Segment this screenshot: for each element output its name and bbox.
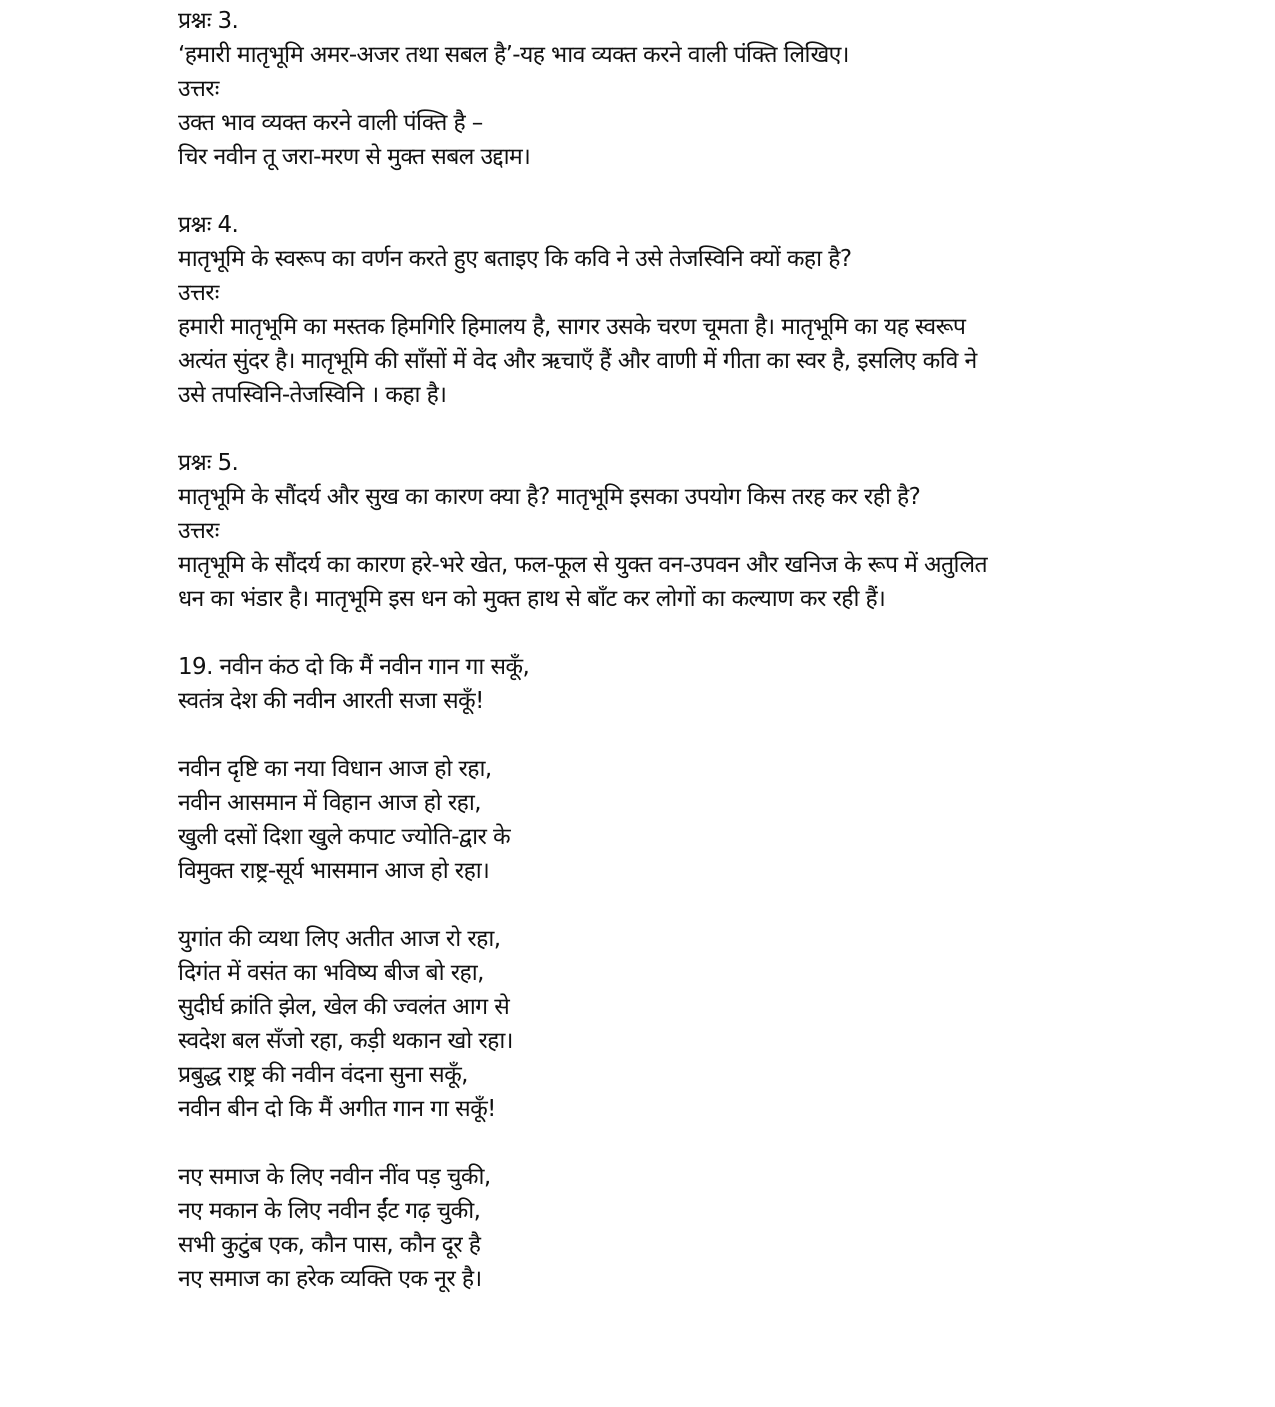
question-label: प्रश्नः 3.: [178, 8, 239, 34]
question-block-5: [178, 446, 1178, 616]
poem-line: युगांत की व्यथा लिए अतीत आज रो रहा,: [178, 926, 501, 952]
question-block-4: [178, 208, 1178, 412]
question-text: मातृभूमि के स्वरूप का वर्णन करते हुए बताइए कि कवि ने उसे तेजस्विनि क्यों कहा है?: [178, 246, 852, 272]
document-page: [178, 4, 1178, 1296]
answer-line: मातृभूमि के सौंदर्य का कारण हरे-भरे खेत, फल-फूल से युक्त वन-उपवन और खनिज के रूप में अतुलित: [178, 552, 987, 578]
answer-line: चिर नवीन तू जरा-मरण से मुक्त सबल उद्दाम।: [178, 144, 531, 170]
poem-line: नवीन दृष्टि का नया विधान आज हो रहा,: [178, 756, 492, 782]
poem-line: स्वतंत्र देश की नवीन आरती सजा सकूँ!: [178, 688, 484, 714]
block-spacer: [178, 412, 1178, 446]
answer-label: उत्तरः: [178, 518, 219, 544]
answer-line: उसे तपस्विनि-तेजस्विनि । कहा है।: [178, 382, 447, 408]
poem-line: नवीन बीन दो कि मैं अगीत गान गा सकूँ!: [178, 1096, 496, 1122]
block-spacer: [178, 1126, 1178, 1160]
block-spacer: [178, 174, 1178, 208]
poem-line: दिगंत में वसंत का भविष्य बीज बो रहा,: [178, 960, 484, 986]
answer-line: उक्त भाव व्यक्त करने वाली पंक्ति है –: [178, 110, 483, 136]
poem-line: प्रबुद्ध राष्ट्र की नवीन वंदना सुना सकूँ,: [178, 1062, 468, 1088]
poem-stanza-3: [178, 922, 1178, 1126]
poem-line: नए समाज का हरेक व्यक्ति एक नूर है।: [178, 1266, 482, 1292]
poem-line: खुली दसों दिशा खुले कपाट ज्योति-द्वार के: [178, 824, 511, 850]
question-label: प्रश्नः 4.: [178, 212, 239, 238]
poem-line: नवीन आसमान में विहान आज हो रहा,: [178, 790, 481, 816]
poem-line: नए समाज के लिए नवीन नींव पड़ चुकी,: [178, 1164, 491, 1190]
question-text: ‘हमारी मातृभूमि अमर-अजर तथा सबल है’-यह भाव व्यक्त करने वाली पंक्ति लिखिए।: [178, 42, 849, 68]
question-label: प्रश्नः 5.: [178, 450, 239, 476]
answer-label: उत्तरः: [178, 280, 219, 306]
question-text: मातृभूमि के सौंदर्य और सुख का कारण क्या है? मातृभूमि इसका उपयोग किस तरह कर रही है?: [178, 484, 921, 510]
block-spacer: [178, 718, 1178, 752]
block-spacer: [178, 616, 1178, 650]
poem-line: स्वदेश बल सँजो रहा, कड़ी थकान खो रहा।: [178, 1028, 513, 1054]
block-spacer: [178, 888, 1178, 922]
poem-stanza-2: [178, 752, 1178, 888]
answer-line: हमारी मातृभूमि का मस्तक हिमगिरि हिमालय है, सागर उसके चरण चूमता है। मातृभूमि का यह स्वरूप: [178, 314, 966, 340]
poem-stanza-4: [178, 1160, 1178, 1296]
poem-line: सुदीर्घ क्रांति झेल, खेल की ज्वलंत आग से: [178, 994, 510, 1020]
poem-line: विमुक्त राष्ट्र-सूर्य भासमान आज हो रहा।: [178, 858, 490, 884]
answer-label: उत्तरः: [178, 76, 219, 102]
poem-line: 19. नवीन कंठ दो कि मैं नवीन गान गा सकूँ,: [178, 654, 530, 680]
answer-line: धन का भंडार है। मातृभूमि इस धन को मुक्त हाथ से बाँट कर लोगों का कल्याण कर रही हैं।: [178, 586, 886, 612]
question-block-3: [178, 4, 1178, 174]
poem-line: सभी कुटुंब एक, कौन पास, कौन दूर है: [178, 1232, 481, 1258]
poem-line: नए मकान के लिए नवीन ईंट गढ़ चुकी,: [178, 1198, 481, 1224]
poem-stanza-1: [178, 650, 1178, 718]
answer-line: अत्यंत सुंदर है। मातृभूमि की साँसों में वेद और ऋचाएँ हैं और वाणी में गीता का स्वर है, इसलिए कवि ने: [178, 348, 977, 374]
